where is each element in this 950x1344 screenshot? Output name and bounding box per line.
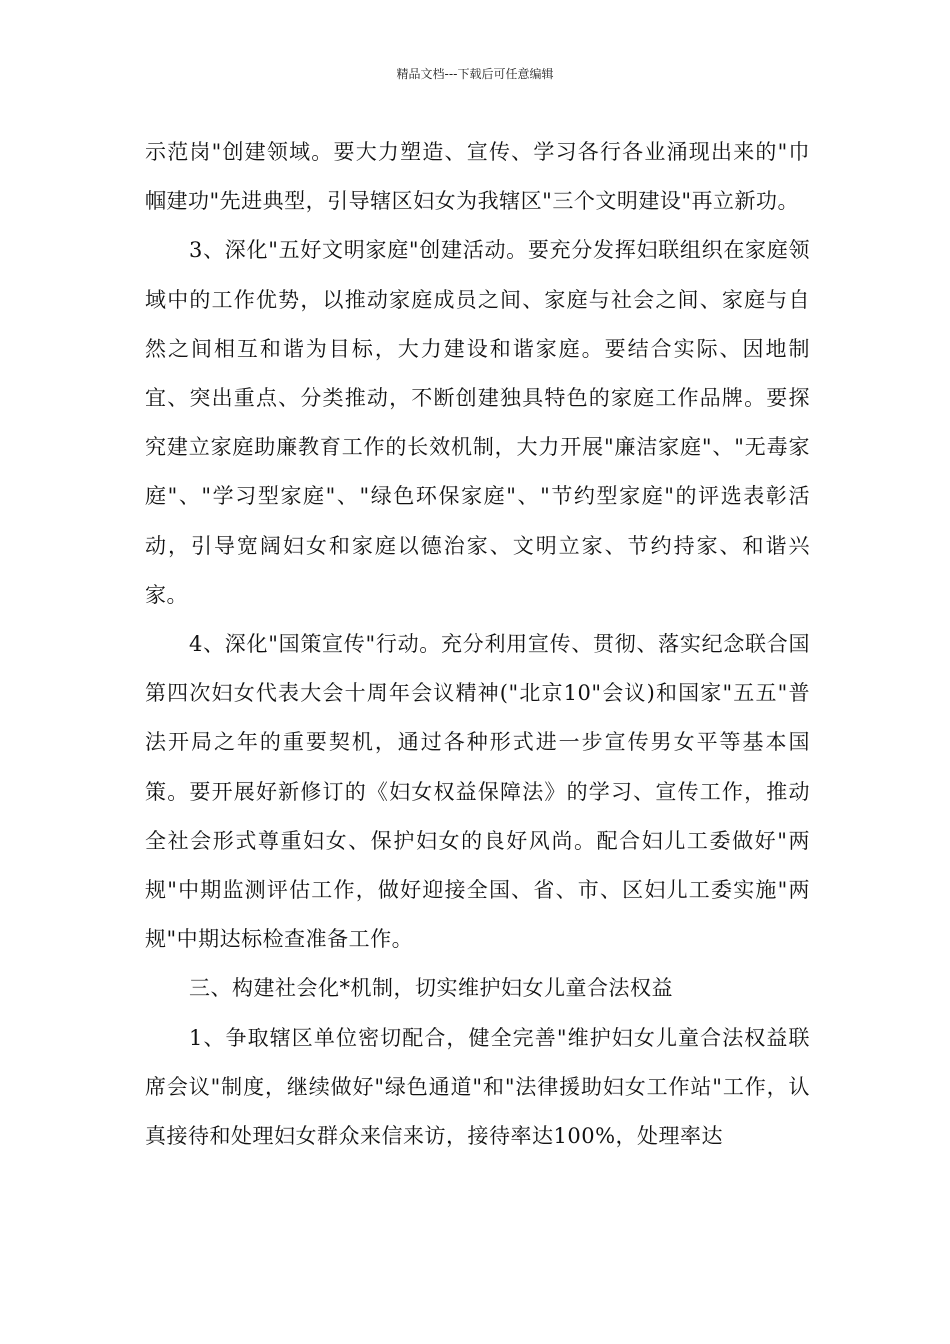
paragraph-continuation: 示范岗"创建领域。要大力塑造、宣传、学习各行各业涌现出来的"巾帼建功"先进典型，引导辖区妇女为我辖区"三个文明建设"再立新功。 [145, 140, 810, 214]
section-heading-3: 三、构建社会化*机制，切实维护妇女儿童合法权益 [189, 976, 673, 1001]
paragraph-item-1: 1、争取辖区单位密切配合，健全完善"维护妇女儿童合法权益联席会议"制度，继续做好"绿色通道"和"法律援助妇女工作站"工作，认真接待和处理妇女群众来信来访，接待率达100%，处理率达 [145, 1025, 810, 1149]
paragraph-item-4: 4、深化"国策宣传"行动。充分利用宣传、贯彻、落实纪念联合国第四次妇女代表大会十周年会议精神("北京10"会议)和国家"五五"普法开局之年的重要契机，通过各种形式进一步宣传男女平等基本国策。要开展好新修订的《妇女权益保障法》的学习、宣传工作，推动全社会形式尊重妇女、保护妇女的良好风尚。配合妇儿工委做好"两规"中期监测评估工作，做好迎接全国、省、市、区妇儿工委实施"两规"中期达标检查准备工作。 [145, 632, 810, 952]
page-header: 精品文档---下载后可任意编辑 [396, 67, 554, 81]
document-body [145, 128, 810, 1161]
paragraph-item-3: 3、深化"五好文明家庭"创建活动。要充分发挥妇联组织在家庭领域中的工作优势，以推动家庭成员之间、家庭与社会之间、家庭与自然之间相互和谐为目标，大力建设和谐家庭。要结合实际、因地制宜、突出重点、分类推动，不断创建独具特色的家庭工作品牌。要探究建立家庭助廉教育工作的长效机制，大力开展"廉洁家庭"、"无毒家庭"、"学习型家庭"、"绿色环保家庭"、"节约型家庭"的评选表彰活动，引导宽阔妇女和家庭以德治家、文明立家、节约持家、和谐兴家。 [145, 238, 810, 607]
